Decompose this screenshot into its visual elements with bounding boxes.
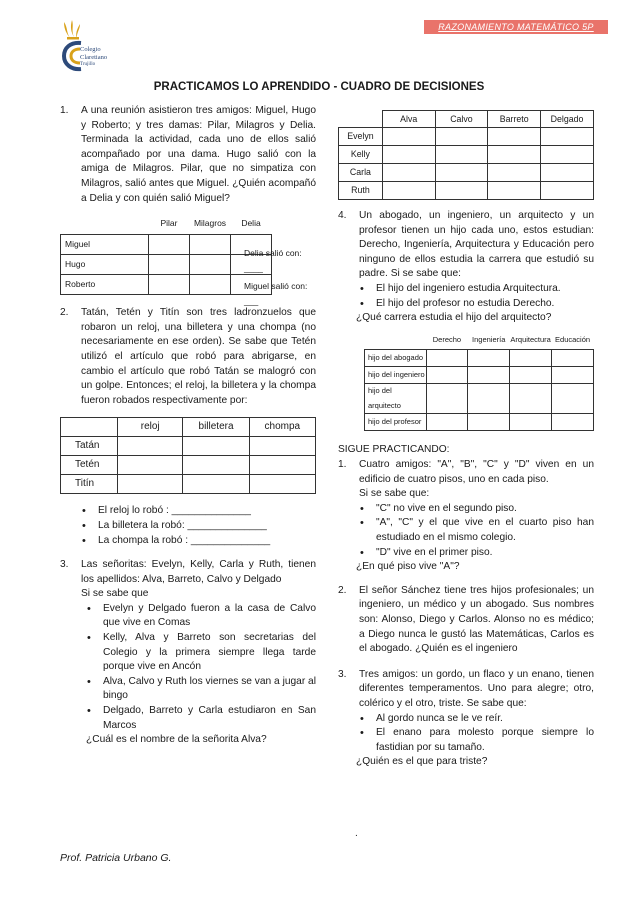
- grid-cell[interactable]: [510, 350, 552, 367]
- sigue-heading: SIGUE PRACTICANDO:: [338, 444, 450, 456]
- problem-1-grid: [60, 213, 316, 306]
- sigue-problem-1: 1. Cuatro amigos: "A", "B", "C" y "D" viven en un edificio de cuatro pisos, uno en cada piso. Si se sabe que:: [338, 458, 594, 502]
- grid-cell[interactable]: [488, 164, 541, 182]
- p1-answer-miguel: Miguel salió con: ___: [244, 281, 308, 306]
- problem-1: 1. A una reunión asistieron tres amigos: Miguel, Hugo y Roberto; y tres damas: Pilar, Milagros y Delia. Terminada la actividad, cada uno de ellos salió acompañado por una dama. Hugo salió con la amiga de Milagros. Pilar, que no simpatiza con Milagros, salió antes que Miguel. ¿Quién acompañó a Delia y con quién salió Miguel?: [60, 104, 316, 206]
- sigue-problem-1-clues: [338, 502, 594, 560]
- sigue-problem-3: 3. Tres amigos: un gordo, un flaco y un enano, tienen diferentes temperamentos. Uno para alegre; otro, colérico y el otro, triste. Se sabe que:: [338, 668, 594, 712]
- list-item: • Al gordo nunca se le ve reír.: [360, 712, 594, 727]
- grid-cell[interactable]: [552, 414, 594, 431]
- problem-3: 3. Las señoritas: Evelyn, Kelly, Carla y Ruth, tienen los apellidos: Alva, Barreto, Calvo y Delgado Si se sabe que: [60, 558, 316, 602]
- grid-cell[interactable]: [149, 274, 190, 294]
- grid-cell[interactable]: [435, 164, 488, 182]
- grid-cell[interactable]: [541, 146, 594, 164]
- p4-row-header: hijo del abogado: [365, 350, 427, 367]
- p4-row-header: hijo del profesor: [365, 414, 427, 431]
- p1-col-header: Pilar: [149, 213, 190, 234]
- grid-cell[interactable]: [382, 164, 435, 182]
- grid-cell[interactable]: [118, 456, 183, 475]
- list-item: • El enano para molesto porque siempre lo fastidian por su tamaño.: [360, 726, 594, 755]
- p3-col-header: Alva: [382, 111, 435, 128]
- sigue-problem-2-text: El señor Sánchez tiene tres hijos profesionales; un ingeniero, un médico y un abogado. Sus nombres son: Alonso, Diego y Carlos. Alonso no es médico; a Diego nunca le gustó las Matemáticas, Carlos es el abogado. ¿Quién es el ingeniero: [359, 584, 594, 655]
- p3-col-header: Calvo: [435, 111, 488, 128]
- list-item: • El hijo del profesor no estudia Derecho.: [360, 297, 594, 312]
- list-item: • La chompa la robó : ______________: [82, 534, 316, 549]
- p1-row-header: Roberto: [61, 274, 149, 294]
- p4-col-header: Ingeniería: [472, 335, 506, 345]
- grid-cell[interactable]: [183, 437, 249, 456]
- grid-cell[interactable]: [488, 146, 541, 164]
- grid-cell[interactable]: [468, 414, 510, 431]
- list-item: • El reloj lo robó : ______________: [82, 504, 316, 519]
- problem-3-question: ¿Cuál es el nombre de la señorita Alva?: [86, 734, 267, 746]
- sigue-problem-1-sabe: Si se sabe que:: [359, 488, 430, 500]
- grid-cell[interactable]: [541, 182, 594, 200]
- p1-row-header: Miguel: [61, 234, 149, 254]
- list-item: • "A", "C" y el que vive en el cuarto piso han estudiado en el mismo colegio.: [360, 516, 594, 545]
- grid-cell[interactable]: [435, 128, 488, 146]
- grid-cell[interactable]: [426, 367, 468, 384]
- grid-cell[interactable]: [541, 164, 594, 182]
- list-item: • Delgado, Barreto y Carla estudiaron en San Marcos: [87, 704, 316, 733]
- problem-3-clues: [60, 602, 316, 733]
- grid-cell[interactable]: [552, 350, 594, 367]
- grid-cell[interactable]: [468, 384, 510, 414]
- sigue-problem-1-question: ¿En qué piso vive "A"?: [356, 561, 460, 573]
- stray-dot: .: [355, 828, 358, 839]
- page-title: PRACTICAMOS LO APRENDIDO - CUADRO DE DECISIONES: [153, 81, 485, 93]
- grid-cell[interactable]: [149, 234, 190, 254]
- grid-cell[interactable]: [488, 128, 541, 146]
- problem-4-clues: [338, 282, 594, 311]
- grid-cell[interactable]: [468, 350, 510, 367]
- list-item: • El hijo del ingeniero estudia Arquitectura.: [360, 282, 594, 297]
- grid-cell[interactable]: [190, 234, 231, 254]
- grid-cell[interactable]: [382, 182, 435, 200]
- grid-cell[interactable]: [488, 182, 541, 200]
- grid-cell[interactable]: [183, 456, 249, 475]
- sigue-problem-2: 2. El señor Sánchez tiene tres hijos profesionales; un ingeniero, un médico y un abogado. Sus nombres son: Alonso, Diego y Carlos. Alonso no es médico; a Diego nunca le gustó las Matemáticas, Carlos es el abogado. ¿Quién es el ingeniero: [338, 584, 594, 657]
- p2-col-header: chompa: [249, 418, 315, 437]
- footer-author: Prof. Patricia Urbano G.: [60, 852, 172, 864]
- problem-4-text: Un abogado, un ingeniero, un arquitecto y un profesor tienen un hijo cada uno, estos estudian: Derecho, Ingeniería, Arquitectura y Educación pero ninguno de ellos estudia la carrera que estudió su padre. Si se sabe que:: [359, 210, 594, 280]
- grid-cell[interactable]: [552, 384, 594, 414]
- p2-col-header: billetera: [183, 418, 249, 437]
- list-item: • Kelly, Alva y Barreto son secretarias del Colegio y la primera siempre llega tarde porque vive en Ancón: [87, 631, 316, 675]
- grid-cell[interactable]: [118, 475, 183, 494]
- grid-cell[interactable]: [190, 274, 231, 294]
- sigue-problem-3-text: Tres amigos: un gordo, un flaco y un enano, tienen diferentes temperamentos. Uno para alegre; otro, colérico y el otro, triste. Se sabe que:: [359, 668, 594, 709]
- problem-3-sabe: Si se sabe que: [81, 588, 149, 600]
- p3-col-header: Barreto: [488, 111, 541, 128]
- list-item: • Alva, Calvo y Ruth los viernes se van a jugar al bingo: [87, 675, 316, 704]
- sigue-problem-3-clues: [338, 712, 594, 756]
- school-name: Colegio Claretiano Trujillo: [80, 46, 108, 67]
- p4-row-header: hijo del arquitecto: [365, 384, 427, 414]
- grid-cell[interactable]: [382, 146, 435, 164]
- p1-col-header: Delia: [231, 213, 272, 234]
- p4-col-header: Educación: [555, 335, 591, 345]
- grid-cell[interactable]: [249, 456, 315, 475]
- grid-cell[interactable]: [426, 350, 468, 367]
- problem-2-answers: [60, 504, 316, 548]
- sigue-problem-3-question: ¿Quién es el que para triste?: [356, 756, 488, 768]
- grid-cell[interactable]: [249, 437, 315, 456]
- problem-1-text: A una reunión asistieron tres amigos: Miguel, Hugo y Roberto; y tres damas: Pilar, Milagros y Delia. Terminada la actividad, cada uno de ellos salió acompañado por una dama. Hugo salió con la amiga de Milagros. Pilar, que no simpatiza con Milagros, salió antes que Miguel. ¿Quién acompañó a Delia y con quién salió Miguel?: [81, 105, 317, 204]
- p2-col-header: reloj: [118, 418, 183, 437]
- list-item: • Evelyn y Delgado fueron a la casa de Calvo que vive en Comas: [87, 602, 316, 631]
- p1-answer-delia: Delia salió con: ____: [244, 248, 302, 273]
- grid-cell[interactable]: [149, 254, 190, 274]
- grid-cell[interactable]: [249, 475, 315, 494]
- list-item: • "C" no vive en el segundo piso.: [360, 502, 594, 517]
- grid-cell[interactable]: [118, 437, 183, 456]
- grid-cell[interactable]: [552, 367, 594, 384]
- p3-row-header: Carla: [339, 164, 383, 182]
- p2-row-header: Tetén: [61, 456, 118, 475]
- subject-badge: RAZONAMIENTO MATEMÁTICO 5P: [424, 20, 608, 34]
- problem-2: 2. Tatán, Tetén y Titín son tres ladronzuelos que robaron un reloj, una billetera y una chompa (no necesariamente en ese orden). Se sabe que Tetén utilizó el artículo que robó para abrigarse, en cambio el artículo que robó Tatán se malogró con un golpe. Entonces; el reloj, la billetera y la chompa fueron robados respectivamente por:: [60, 306, 316, 408]
- sigue-problem-1-text: Cuatro amigos: "A", "B", "C" y "D" viven en un edificio de cuatro pisos, uno en cada piso.: [359, 459, 594, 485]
- p2-row-header: Titín: [61, 475, 118, 494]
- grid-cell[interactable]: [382, 128, 435, 146]
- grid-cell[interactable]: [183, 475, 249, 494]
- left-column: [60, 104, 316, 748]
- grid-cell[interactable]: [435, 146, 488, 164]
- problem-4-grid: [364, 332, 594, 432]
- problem-4-question: ¿Qué carrera estudia el hijo del arquitecto?: [356, 312, 552, 324]
- p2-row-header: Tatán: [61, 437, 118, 456]
- p3-col-header: Delgado: [541, 111, 594, 128]
- p4-col-header: Arquitectura: [510, 335, 551, 345]
- problem-2-text: Tatán, Tetén y Titín son tres ladronzuelos que robaron un reloj, una billetera y una chompa (no necesariamente en ese orden). Se sabe que Tetén utilizó el artículo que robó para abrigarse, en cambio el artículo que robó Tatán se malogró con un golpe. Entonces; el reloj, la billetera y la chompa fueron robados respectivamente por:: [81, 307, 316, 406]
- p1-col-header: Milagros: [190, 213, 231, 234]
- grid-cell[interactable]: [426, 414, 468, 431]
- grid-cell[interactable]: [426, 384, 468, 414]
- grid-cell[interactable]: [190, 254, 231, 274]
- list-item: • "D" vive en el primer piso.: [360, 546, 594, 561]
- p4-col-header: Derecho: [432, 335, 462, 345]
- grid-cell[interactable]: [510, 367, 552, 384]
- p4-row-header: hijo del ingeniero: [365, 367, 427, 384]
- p3-row-header: Evelyn: [339, 128, 383, 146]
- p3-row-header: Kelly: [339, 146, 383, 164]
- list-item: • La billetera la robó: ______________: [82, 519, 316, 534]
- p1-row-header: Hugo: [61, 254, 149, 274]
- right-column: [338, 110, 594, 770]
- grid-cell[interactable]: [435, 182, 488, 200]
- p3-row-header: Ruth: [339, 182, 383, 200]
- grid-cell[interactable]: [541, 128, 594, 146]
- problem-3-grid: [338, 110, 594, 200]
- grid-cell[interactable]: [468, 367, 510, 384]
- grid-cell[interactable]: [510, 384, 552, 414]
- grid-cell[interactable]: [510, 414, 552, 431]
- problem-2-grid: [60, 417, 316, 494]
- problem-4: 4. Un abogado, un ingeniero, un arquitecto y un profesor tienen un hijo cada uno, estos estudian: Derecho, Ingeniería, Arquitectura y Educación pero ninguno de ellos estudia la carrera que estudió su padre. Si se sabe que:: [338, 209, 594, 282]
- problem-3-text: Las señoritas: Evelyn, Kelly, Carla y Ruth, tienen los apellidos: Alva, Barreto, Calvo y Delgado: [81, 559, 316, 585]
